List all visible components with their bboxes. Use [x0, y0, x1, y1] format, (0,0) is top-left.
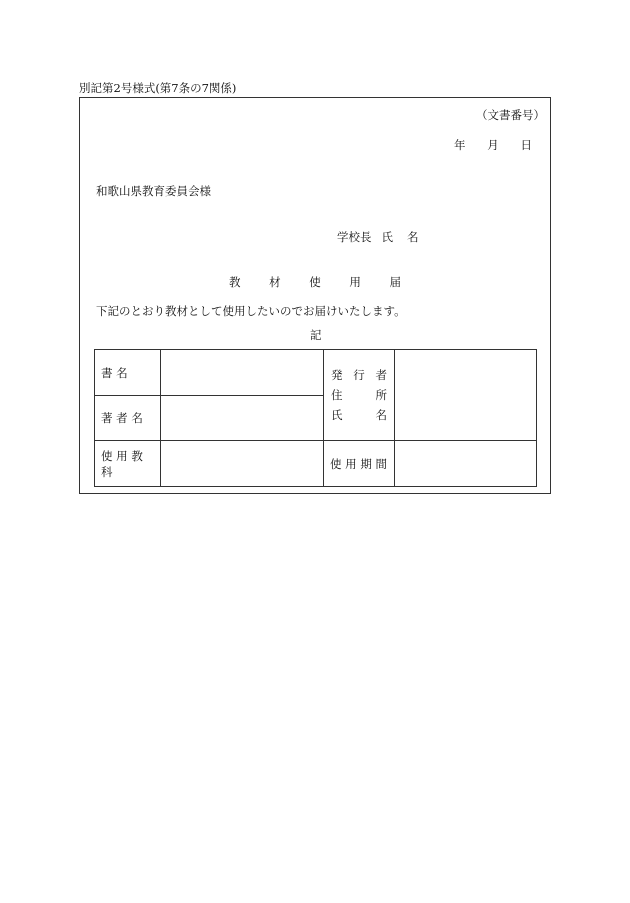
- book-title-label: 書 名: [95, 350, 161, 396]
- form-title-char: 使: [309, 275, 321, 289]
- publisher-label: 発 行 者 住 所 氏 名: [324, 350, 395, 441]
- form-title-char: 届: [389, 275, 401, 289]
- sender-name-2: 名: [407, 230, 419, 244]
- date-month: 月: [487, 138, 499, 152]
- header-note: 別記第2号様式(第7条の7関係): [79, 81, 237, 95]
- form-table: [94, 349, 537, 487]
- author-label: 著 者 名: [95, 396, 161, 441]
- subject-field[interactable]: [161, 441, 324, 487]
- table-row: [95, 350, 537, 396]
- book-title-field[interactable]: [161, 350, 324, 396]
- date-line: [454, 140, 532, 152]
- subject-label: 使 用 教 科: [95, 441, 161, 487]
- publisher-field[interactable]: [395, 350, 537, 441]
- period-field[interactable]: [395, 441, 537, 487]
- period-label: 使 用 期 間: [324, 441, 395, 487]
- date-day: 日: [520, 138, 532, 152]
- date-year: 年: [454, 138, 466, 152]
- sender-title: 学校長: [337, 230, 372, 244]
- form-title: [229, 277, 401, 289]
- form-title-char: 材: [269, 275, 281, 289]
- table-row: [95, 441, 537, 487]
- document-number-label: （文書番号）: [476, 108, 545, 122]
- author-field[interactable]: [161, 396, 324, 441]
- intro-text: 下記のとおり教材として使用したいのでお届けいたします。: [96, 304, 406, 318]
- recipient: 和歌山県教育委員会様: [96, 184, 211, 198]
- sender-name-1: 氏: [381, 230, 393, 244]
- ki-label: 記: [310, 328, 322, 342]
- form-title-char: 教: [229, 275, 241, 289]
- form-title-char: 用: [349, 275, 361, 289]
- sender-line: [337, 232, 419, 244]
